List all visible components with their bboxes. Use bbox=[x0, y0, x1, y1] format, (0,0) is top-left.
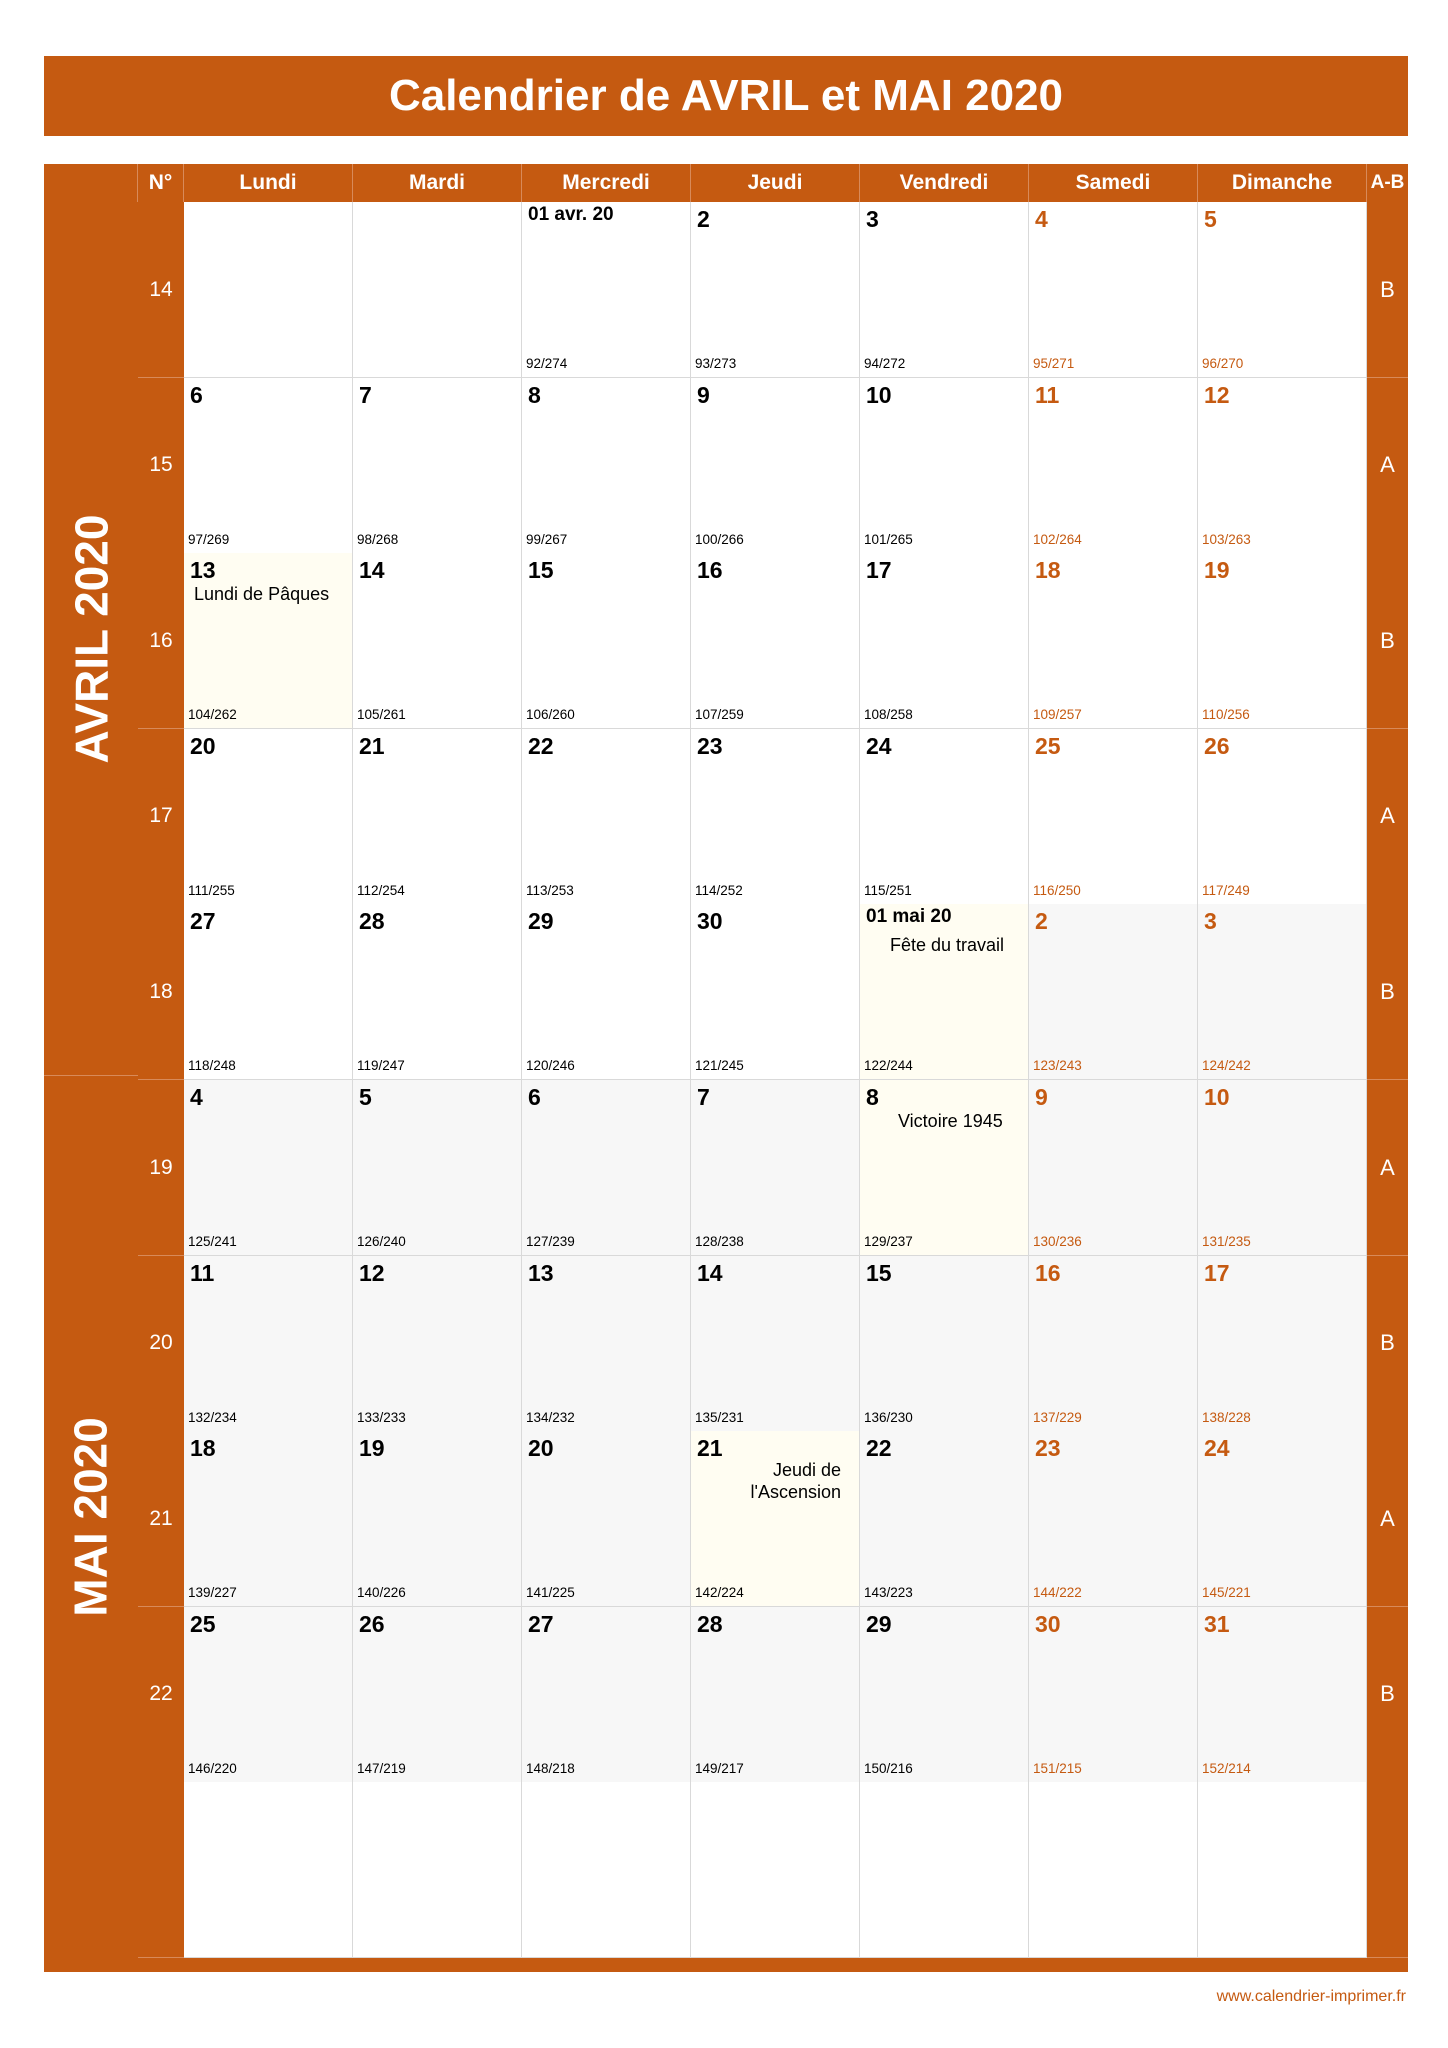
day-cell[interactable] bbox=[1198, 729, 1367, 905]
day-of-year-count: 146/220 bbox=[188, 1760, 237, 1776]
day-of-year-count: 130/236 bbox=[1033, 1234, 1082, 1249]
header-samedi: Samedi bbox=[1029, 164, 1198, 202]
day-number: 23 bbox=[1035, 1435, 1061, 1462]
day-number: 16 bbox=[697, 557, 723, 584]
day-cell[interactable] bbox=[860, 904, 1029, 1080]
day-number: 19 bbox=[1204, 557, 1230, 584]
empty-day-cell bbox=[1029, 1782, 1198, 1958]
day-of-year-count: 148/218 bbox=[526, 1760, 575, 1776]
empty-day-cell bbox=[184, 1782, 353, 1958]
ab-week-indicator: B bbox=[1367, 904, 1408, 1080]
day-number: 6 bbox=[190, 381, 203, 408]
day-number: 16 bbox=[1035, 1259, 1061, 1286]
day-cell[interactable] bbox=[184, 1080, 353, 1256]
ab-week-indicator: A bbox=[1367, 1080, 1408, 1256]
day-of-year-count: 141/225 bbox=[526, 1585, 575, 1601]
day-number: 10 bbox=[866, 381, 892, 408]
day-cell[interactable] bbox=[184, 378, 353, 554]
day-cell[interactable] bbox=[860, 1080, 1029, 1256]
day-of-year-count: 105/261 bbox=[357, 707, 406, 723]
day-of-year-count: 134/232 bbox=[526, 1409, 575, 1425]
day-cell[interactable] bbox=[1029, 553, 1198, 729]
day-cell[interactable] bbox=[860, 553, 1029, 729]
day-of-year-count: 118/248 bbox=[188, 1058, 236, 1074]
day-of-year-count: 124/242 bbox=[1202, 1058, 1251, 1074]
day-of-year-count: 110/256 bbox=[1202, 707, 1250, 723]
ab-week-indicator: B bbox=[1367, 1256, 1408, 1432]
ab-week-indicator bbox=[1367, 1782, 1408, 1958]
day-number: 10 bbox=[1204, 1084, 1230, 1110]
day-cell[interactable] bbox=[1198, 1256, 1367, 1432]
day-number: 18 bbox=[190, 1435, 216, 1462]
month-label-avril bbox=[44, 202, 138, 1076]
day-of-year-count: 139/227 bbox=[188, 1585, 237, 1601]
page-title: Calendrier de AVRIL et MAI 2020 bbox=[44, 56, 1408, 136]
day-of-year-count: 138/228 bbox=[1202, 1409, 1251, 1425]
ab-week-indicator: B bbox=[1367, 1607, 1408, 1783]
day-number: 8 bbox=[866, 1084, 879, 1110]
day-of-year-count: 145/221 bbox=[1202, 1585, 1251, 1601]
day-of-year-count: 104/262 bbox=[188, 707, 237, 723]
day-of-year-count: 103/263 bbox=[1202, 531, 1251, 547]
day-number: 6 bbox=[528, 1084, 541, 1110]
day-cell[interactable] bbox=[522, 1431, 691, 1607]
day-of-year-count: 120/246 bbox=[526, 1058, 575, 1074]
day-of-year-count: 98/268 bbox=[357, 531, 399, 547]
empty-day-cell bbox=[860, 1782, 1029, 1958]
day-of-year-count: 143/223 bbox=[864, 1585, 913, 1601]
day-number: 31 bbox=[1204, 1610, 1230, 1637]
day-number: 7 bbox=[697, 1084, 710, 1110]
day-number: 28 bbox=[359, 908, 385, 935]
holiday-label: Victoire 1945 bbox=[898, 1111, 1003, 1131]
day-number: 3 bbox=[1204, 908, 1217, 935]
day-number: 28 bbox=[697, 1610, 723, 1637]
day-number: 11 bbox=[190, 1259, 215, 1286]
day-of-year-count: 149/217 bbox=[695, 1760, 744, 1776]
holiday-label: Jeudi de l'Ascension bbox=[750, 1460, 841, 1503]
day-of-year-count: 92/274 bbox=[526, 356, 568, 371]
day-number: 17 bbox=[866, 557, 892, 584]
day-number: 20 bbox=[528, 1435, 554, 1462]
day-number: 30 bbox=[1035, 1610, 1061, 1637]
day-number: 26 bbox=[359, 1610, 385, 1637]
day-of-year-count: 127/239 bbox=[526, 1234, 575, 1249]
day-number: 23 bbox=[697, 732, 723, 759]
month-label-avril-text: AVRIL 2020 bbox=[65, 514, 117, 763]
day-of-year-count: 144/222 bbox=[1033, 1585, 1082, 1601]
header-corner bbox=[44, 164, 138, 202]
day-of-year-count: 115/251 bbox=[864, 882, 912, 898]
day-cell[interactable] bbox=[522, 729, 691, 905]
day-number: 27 bbox=[190, 908, 216, 935]
day-cell[interactable] bbox=[860, 378, 1029, 554]
header-mercredi: Mercredi bbox=[522, 164, 691, 202]
day-cell[interactable] bbox=[1029, 202, 1198, 378]
day-cell[interactable] bbox=[353, 378, 522, 554]
day-of-year-count: 108/258 bbox=[864, 707, 913, 723]
day-of-year-count: 123/243 bbox=[1033, 1058, 1082, 1074]
day-cell[interactable] bbox=[860, 1431, 1029, 1607]
day-number: 24 bbox=[1204, 1435, 1230, 1462]
day-cell[interactable] bbox=[1029, 1256, 1198, 1432]
day-cell[interactable] bbox=[353, 729, 522, 905]
day-of-year-count: 112/254 bbox=[357, 882, 405, 898]
day-of-year-count: 109/257 bbox=[1033, 707, 1082, 723]
day-cell[interactable] bbox=[860, 202, 1029, 378]
day-cell[interactable] bbox=[522, 553, 691, 729]
day-cell[interactable] bbox=[522, 904, 691, 1080]
day-number: 24 bbox=[866, 732, 892, 759]
day-cell[interactable] bbox=[691, 1256, 860, 1432]
day-of-year-count: 129/237 bbox=[864, 1234, 913, 1249]
day-cell[interactable] bbox=[522, 1080, 691, 1256]
ab-week-indicator: B bbox=[1367, 202, 1408, 378]
week-number: 17 bbox=[138, 729, 184, 905]
day-of-year-count: 116/250 bbox=[1033, 882, 1081, 898]
day-cell[interactable] bbox=[184, 904, 353, 1080]
day-number: 30 bbox=[697, 908, 723, 935]
empty-day-cell bbox=[353, 1782, 522, 1958]
day-cell[interactable] bbox=[184, 1431, 353, 1607]
day-of-year-count: 147/219 bbox=[357, 1760, 406, 1776]
holiday-label: Fête du travail bbox=[890, 935, 1005, 956]
day-number: 01 mai 20 bbox=[866, 906, 952, 928]
day-of-year-count: 114/252 bbox=[695, 882, 743, 898]
day-of-year-count: 102/264 bbox=[1033, 531, 1082, 547]
day-number: 25 bbox=[1035, 732, 1061, 759]
day-of-year-count: 99/267 bbox=[526, 531, 568, 547]
day-cell[interactable] bbox=[1029, 378, 1198, 554]
day-of-year-count: 140/226 bbox=[357, 1585, 406, 1601]
day-number: 19 bbox=[359, 1435, 385, 1462]
day-number: 13 bbox=[528, 1259, 554, 1286]
empty-day-cell bbox=[1198, 1782, 1367, 1958]
day-of-year-count: 97/269 bbox=[188, 531, 230, 547]
day-number: 29 bbox=[866, 1610, 892, 1637]
day-cell[interactable] bbox=[691, 904, 860, 1080]
week-number bbox=[138, 1782, 184, 1958]
day-number: 9 bbox=[697, 381, 710, 408]
day-number: 2 bbox=[697, 206, 710, 232]
day-number: 18 bbox=[1035, 557, 1061, 584]
day-number: 01 avr. 20 bbox=[528, 204, 614, 225]
day-of-year-count: 107/259 bbox=[695, 707, 744, 723]
day-of-year-count: 135/231 bbox=[695, 1409, 744, 1425]
week-number: 22 bbox=[138, 1607, 184, 1783]
day-number: 21 bbox=[697, 1435, 723, 1462]
day-cell[interactable] bbox=[184, 1256, 353, 1432]
day-of-year-count: 151/215 bbox=[1033, 1760, 1082, 1776]
day-cell[interactable] bbox=[1029, 1607, 1198, 1783]
day-cell[interactable] bbox=[522, 202, 691, 378]
week-number: 14 bbox=[138, 202, 184, 378]
day-of-year-count: 133/233 bbox=[357, 1409, 406, 1425]
day-cell[interactable] bbox=[1198, 1607, 1367, 1783]
day-cell[interactable] bbox=[1198, 904, 1367, 1080]
day-of-year-count: 132/234 bbox=[188, 1409, 237, 1425]
day-number: 3 bbox=[866, 206, 879, 232]
day-number: 29 bbox=[528, 908, 554, 935]
day-number: 20 bbox=[190, 732, 216, 759]
day-cell[interactable] bbox=[860, 1256, 1029, 1432]
day-number: 26 bbox=[1204, 732, 1230, 759]
day-cell[interactable] bbox=[522, 378, 691, 554]
week-number: 20 bbox=[138, 1256, 184, 1432]
day-number: 15 bbox=[528, 557, 554, 584]
day-of-year-count: 125/241 bbox=[188, 1234, 237, 1249]
ab-week-indicator: A bbox=[1367, 378, 1408, 554]
week-number: 15 bbox=[138, 378, 184, 554]
header-ab: A-B bbox=[1367, 164, 1408, 202]
footer-bar bbox=[44, 1958, 1408, 1972]
day-cell[interactable] bbox=[1198, 1080, 1367, 1256]
day-of-year-count: 142/224 bbox=[695, 1585, 744, 1601]
ab-week-indicator: A bbox=[1367, 729, 1408, 905]
empty-day-cell bbox=[691, 1782, 860, 1958]
day-of-year-count: 137/229 bbox=[1033, 1409, 1082, 1425]
day-number: 2 bbox=[1035, 908, 1048, 935]
day-of-year-count: 111/255 bbox=[188, 882, 235, 898]
day-of-year-count: 96/270 bbox=[1202, 356, 1244, 371]
day-of-year-count: 150/216 bbox=[864, 1760, 913, 1776]
header-jeudi: Jeudi bbox=[691, 164, 860, 202]
day-number: 14 bbox=[359, 557, 385, 584]
day-of-year-count: 119/247 bbox=[357, 1058, 405, 1074]
day-cell[interactable] bbox=[184, 729, 353, 905]
day-cell[interactable] bbox=[691, 202, 860, 378]
day-number: 13 bbox=[190, 557, 216, 584]
empty-day-cell bbox=[522, 1782, 691, 1958]
day-number: 21 bbox=[359, 732, 385, 759]
header-week-number: N° bbox=[138, 164, 184, 202]
day-cell[interactable] bbox=[691, 729, 860, 905]
day-cell[interactable] bbox=[353, 1431, 522, 1607]
day-of-year-count: 121/245 bbox=[695, 1058, 744, 1074]
day-of-year-count: 106/260 bbox=[526, 707, 575, 723]
month-label-mai-text: MAI 2020 bbox=[65, 1417, 117, 1617]
header-vendredi: Vendredi bbox=[860, 164, 1029, 202]
day-number: 12 bbox=[1204, 381, 1230, 408]
day-number: 25 bbox=[190, 1610, 216, 1637]
day-of-year-count: 122/244 bbox=[864, 1058, 913, 1074]
day-of-year-count: 100/266 bbox=[695, 531, 744, 547]
header-lundi: Lundi bbox=[184, 164, 353, 202]
day-cell[interactable] bbox=[1198, 553, 1367, 729]
day-of-year-count: 95/271 bbox=[1033, 356, 1075, 371]
day-cell[interactable] bbox=[1198, 378, 1367, 554]
day-cell[interactable] bbox=[184, 553, 353, 729]
day-of-year-count: 152/214 bbox=[1202, 1760, 1251, 1776]
week-number: 19 bbox=[138, 1080, 184, 1256]
day-cell[interactable] bbox=[691, 378, 860, 554]
day-of-year-count: 113/253 bbox=[526, 882, 574, 898]
day-of-year-count: 117/249 bbox=[1202, 882, 1250, 898]
day-cell[interactable] bbox=[353, 1080, 522, 1256]
week-number: 16 bbox=[138, 553, 184, 729]
day-cell[interactable] bbox=[1029, 904, 1198, 1080]
day-cell[interactable] bbox=[860, 729, 1029, 905]
day-number: 4 bbox=[190, 1084, 203, 1110]
day-number: 12 bbox=[359, 1259, 385, 1286]
day-cell[interactable] bbox=[691, 553, 860, 729]
day-cell[interactable] bbox=[691, 1607, 860, 1783]
day-cell[interactable] bbox=[353, 1256, 522, 1432]
day-of-year-count: 93/273 bbox=[695, 356, 737, 371]
header-dimanche: Dimanche bbox=[1198, 164, 1367, 202]
day-cell[interactable] bbox=[691, 1431, 860, 1607]
day-number: 4 bbox=[1035, 206, 1048, 232]
day-of-year-count: 136/230 bbox=[864, 1409, 913, 1425]
ab-week-indicator: B bbox=[1367, 553, 1408, 729]
day-cell[interactable] bbox=[1198, 1431, 1367, 1607]
day-cell[interactable] bbox=[184, 1607, 353, 1783]
day-number: 14 bbox=[697, 1259, 723, 1286]
empty-day-cell bbox=[184, 202, 353, 378]
day-number: 9 bbox=[1035, 1084, 1048, 1110]
day-number: 22 bbox=[528, 732, 554, 759]
ab-week-indicator: A bbox=[1367, 1431, 1408, 1607]
day-number: 15 bbox=[866, 1259, 892, 1286]
day-number: 11 bbox=[1035, 381, 1060, 408]
day-of-year-count: 94/272 bbox=[864, 356, 906, 371]
calendar-grid bbox=[44, 164, 1408, 1958]
day-cell[interactable] bbox=[353, 553, 522, 729]
week-number: 21 bbox=[138, 1431, 184, 1607]
website-link[interactable]: www.calendrier-imprimer.fr bbox=[1216, 1988, 1406, 2005]
week-number: 18 bbox=[138, 904, 184, 1080]
empty-day-cell bbox=[353, 202, 522, 378]
day-number: 7 bbox=[359, 381, 372, 408]
day-cell[interactable] bbox=[1029, 729, 1198, 905]
header-mardi: Mardi bbox=[353, 164, 522, 202]
day-cell[interactable] bbox=[691, 1080, 860, 1256]
day-number: 27 bbox=[528, 1610, 554, 1637]
day-cell[interactable] bbox=[1029, 1080, 1198, 1256]
day-of-year-count: 126/240 bbox=[357, 1234, 406, 1249]
day-number: 22 bbox=[866, 1435, 892, 1462]
day-cell[interactable] bbox=[1029, 1431, 1198, 1607]
day-cell[interactable] bbox=[522, 1607, 691, 1783]
day-number: 8 bbox=[528, 381, 541, 408]
day-cell[interactable] bbox=[1198, 202, 1367, 378]
day-of-year-count: 128/238 bbox=[695, 1234, 744, 1249]
day-number: 5 bbox=[359, 1084, 372, 1110]
month-label-mai bbox=[44, 1076, 138, 1958]
day-cell[interactable] bbox=[353, 904, 522, 1080]
day-of-year-count: 101/265 bbox=[864, 531, 913, 547]
holiday-label: Lundi de Pâques bbox=[194, 584, 330, 605]
day-cell[interactable] bbox=[860, 1607, 1029, 1783]
day-number: 17 bbox=[1204, 1259, 1230, 1286]
day-of-year-count: 131/235 bbox=[1202, 1234, 1251, 1249]
day-cell[interactable] bbox=[522, 1256, 691, 1432]
day-cell[interactable] bbox=[353, 1607, 522, 1783]
day-number: 5 bbox=[1204, 206, 1217, 232]
